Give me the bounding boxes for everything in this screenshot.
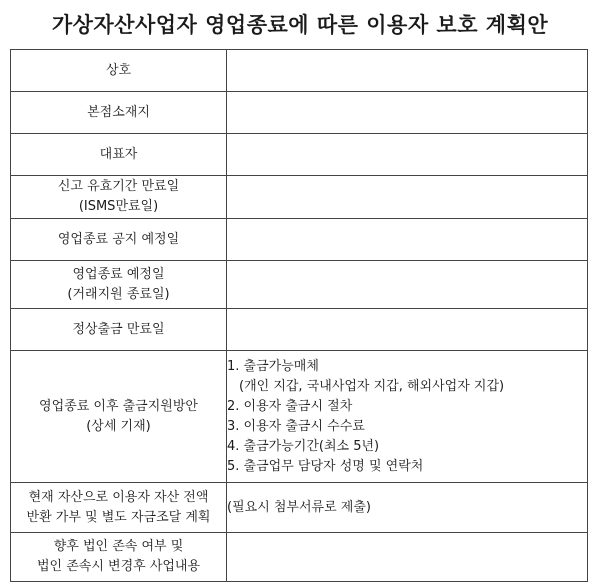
- label-license-expiry: [11, 176, 227, 219]
- value-company-name[interactable]: [227, 50, 588, 92]
- list-item: (개인 지갑, 국내사업자 지갑, 해외사업자 지갑): [239, 378, 505, 394]
- value-head-office-address[interactable]: [227, 92, 588, 134]
- list-item: 5. 출금업무 담당자 성명 및 연락처: [227, 458, 424, 474]
- plan-form-table: [10, 49, 588, 582]
- table-row: [11, 176, 588, 219]
- list-item: 4. 출금가능기간(최소 5년): [227, 438, 380, 454]
- label-line: 본점소재지: [87, 104, 150, 120]
- label-line: 현재 자산으로 이용자 자산 전액: [28, 489, 209, 505]
- table-row: [11, 351, 588, 483]
- value-corporate-continuation[interactable]: [227, 533, 588, 582]
- value-normal-withdrawal-end[interactable]: [227, 309, 588, 351]
- label-line: 정상출금 만료일: [72, 321, 165, 337]
- label-line: (ISMS만료일): [78, 199, 159, 214]
- label-line: 영업종료 예정일: [72, 266, 165, 282]
- label-asset-return-plan: [11, 483, 227, 533]
- label-line: 향후 법인 존속 여부 및: [53, 539, 184, 554]
- list-item: 1. 출금가능매체: [227, 358, 319, 374]
- table-row: [11, 134, 588, 176]
- label-line: (상세 기재): [86, 418, 151, 434]
- label-normal-withdrawal-end: [11, 309, 227, 351]
- table-row: [11, 483, 588, 533]
- label-line: 반환 가부 및 별도 자금조달 계획: [26, 509, 211, 525]
- label-corporate-continuation: [11, 533, 227, 582]
- label-representative: [11, 134, 227, 176]
- table-row: [11, 261, 588, 309]
- label-withdrawal-support-plan: [11, 351, 227, 483]
- value-asset-return-plan[interactable]: [227, 483, 588, 533]
- label-line: (거래지원 종료일): [67, 286, 170, 302]
- label-company-name: [11, 50, 227, 92]
- document-title: 가상자산사업자 영업종료에 따른 이용자 보호 계획안: [51, 13, 549, 37]
- withdrawal-plan-list: [227, 357, 587, 477]
- value-closure-notice-date[interactable]: [227, 219, 588, 261]
- value-closure-date[interactable]: [227, 261, 588, 309]
- label-line: 신고 유효기간 만료일: [57, 179, 180, 194]
- label-line: 영업종료 이후 출금지원방안: [39, 398, 198, 414]
- table-row: [11, 309, 588, 351]
- list-item: 3. 이용자 출금시 수수료: [227, 418, 365, 434]
- table-row: [11, 533, 588, 582]
- value-withdrawal-support-plan[interactable]: [227, 351, 588, 483]
- label-line: 상호: [105, 62, 132, 78]
- value-representative[interactable]: [227, 134, 588, 176]
- value-license-expiry[interactable]: [227, 176, 588, 219]
- table-row: [11, 50, 588, 92]
- label-head-office-address: [11, 92, 227, 134]
- funding-note: (필요시 첨부서류로 제출): [227, 499, 371, 515]
- table-row: [11, 219, 588, 261]
- label-closure-notice-date: [11, 219, 227, 261]
- table-row: [11, 92, 588, 134]
- list-item: 2. 이용자 출금시 절차: [227, 398, 353, 414]
- label-closure-date: [11, 261, 227, 309]
- label-line: 대표자: [99, 146, 138, 162]
- label-line: 영업종료 공지 예정일: [57, 231, 180, 247]
- label-line: 법인 존속시 변경후 사업내용: [36, 559, 201, 574]
